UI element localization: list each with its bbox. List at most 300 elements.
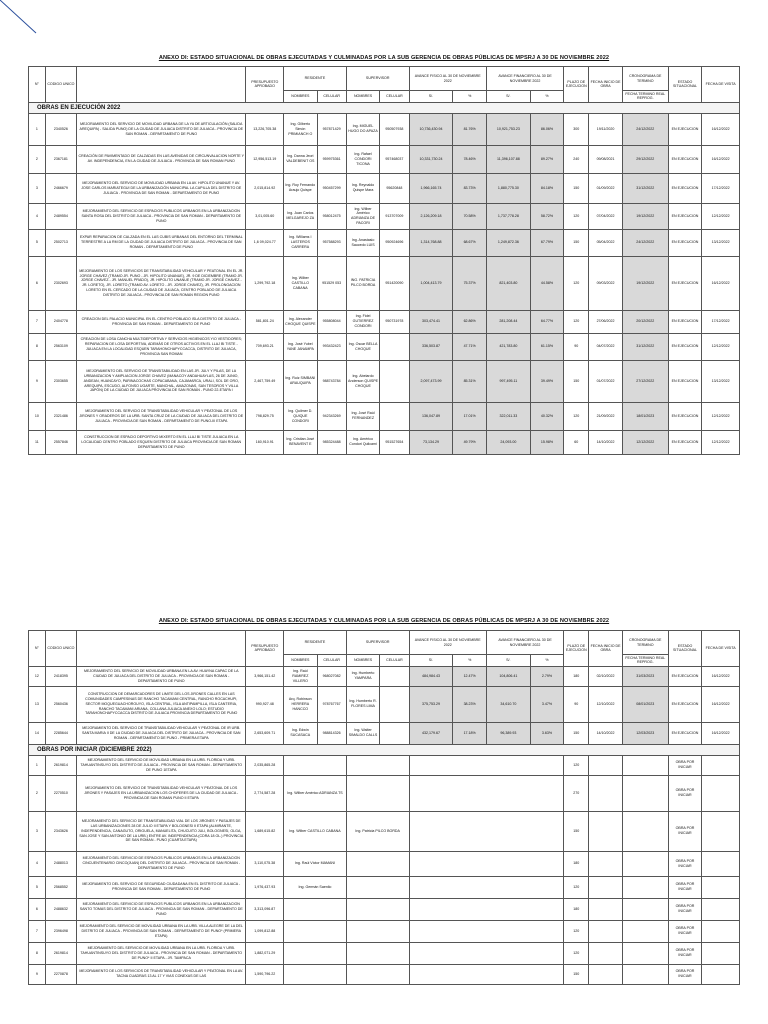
financial-progress-amount: 1,249,872.36 (486, 229, 530, 256)
physical-progress-amount: 484,984.43 (409, 666, 453, 686)
project-code: 2557846 (45, 430, 76, 454)
visit-date-empty (702, 898, 740, 920)
project-code: 2563109 (45, 333, 76, 360)
execution-term: 120 (564, 402, 589, 430)
supervisor-phone: 95620848 (380, 173, 409, 203)
visit-date: 12/12/2022 (702, 402, 740, 430)
supervisor-name (346, 755, 409, 775)
execution-term: 150 (564, 722, 589, 744)
end-date-empty (622, 876, 668, 898)
header-financial-soles: S/. (486, 91, 530, 103)
row-number: 8 (29, 333, 46, 360)
resident-name: Ing. José Yubel YANE JANAMPA (284, 333, 317, 360)
financial-progress-amount: 821,403.80 (486, 256, 530, 310)
financial-progress-amount: 1,880,775.30 (486, 173, 530, 203)
supervisor-name (346, 898, 409, 920)
row-number: 2 (29, 775, 46, 811)
project-description: MEJORAMIENTO DEL SERVICIO DE ESPACIOS PUBLICOS URBANOS EN LA URBANIZACION CINCUENTENARIO CINCO(JUAN) DEL DISTRITO DE JULIACA - PROVINCIA DE SAN ROMAN - DEPARTAMENTO DE PUNO (77, 851, 246, 876)
execution-term: 120 (564, 256, 589, 310)
status: EN EJECUCION (668, 310, 701, 333)
execution-term: 120 (564, 876, 589, 898)
table-row (29, 256, 740, 310)
physical-progress-percent: 62.86% (453, 310, 486, 333)
resident-name: Ing. Williams I LASTEROS CARRERA (284, 229, 317, 256)
header-physical-soles: S/. (409, 655, 453, 667)
supervisor-name (346, 876, 409, 898)
supervisor-phone: 951420090 (380, 256, 409, 310)
project-description: CONSTRUCCION DE DEMARCADORES DE LIMITE DEL LOS JIRONES CALLES EN LAS COMUNIDADES CAMPESINAS DE RANCHO TACAMANI CENTRAL, RANCHO ROCACHUPI, SECTOR MOQUEGUACHOROUYO, ISLA CENTRAL, ISLA ANTIPAMPILLA, ISLA CANTERIA, RANCHO TACAMANI ARIANA, COLLANA JULIACA ANEXO LOLO; ESTUDIO TARAHONCHAPYCCACCA DISTRITO DE JULIACA PROVINCIA DEPARTAMENTO DE PUNO (77, 686, 246, 722)
status: EN EJECUCION (668, 113, 701, 145)
header-financial-percent: % (530, 91, 563, 103)
physical-progress-amount: 2,126,209.18 (409, 203, 453, 229)
row-number: 4 (29, 203, 46, 229)
budget: 1,976,437.93 (246, 876, 284, 898)
supervisor-phone: 950924696 (380, 229, 409, 256)
budget: 798,829.75 (246, 402, 284, 430)
works-table-page-1 (28, 66, 740, 455)
start-date: 05/04/2022 (589, 229, 622, 256)
status: EN EJECUCION (668, 145, 701, 173)
resident-name: Ing. Wilber CASTILLO CABANA (284, 811, 347, 851)
table-row (29, 851, 740, 876)
financial-progress-percent: 89.27% (530, 145, 563, 173)
table-row (29, 755, 740, 775)
supervisor-name: Ing. Rafael CONDORI TICONA (346, 145, 379, 173)
financial-progress-percent: 61.15% (530, 333, 563, 360)
status: EN EJECUCION (668, 722, 701, 744)
physical-progress-percent: 17.01% (453, 402, 486, 430)
resident-phone: 950457299 (317, 173, 346, 203)
execution-term: 150 (564, 173, 589, 203)
status: EN EJECUCION (668, 430, 701, 454)
resident-name: Ing. Germán Saenlio (284, 876, 347, 898)
start-date-empty (589, 876, 622, 898)
visit-date-empty (702, 755, 740, 775)
status: EN EJECUCION (668, 402, 701, 430)
progress-empty (409, 942, 564, 964)
row-number: 3 (29, 811, 46, 851)
budget: 990,927.48 (246, 686, 284, 722)
budget: 3,110,075.38 (246, 851, 284, 876)
resident-name: Ing. Raúl Víctor MAMANI (284, 851, 347, 876)
header-supervisor-phone: CELULAR (380, 91, 409, 103)
physical-progress-amount: 1,966,165.74 (409, 173, 453, 203)
physical-progress-percent: 68.67% (453, 229, 486, 256)
budget: 2,467,759.49 (246, 360, 284, 402)
visit-date: 12/12/2022 (702, 333, 740, 360)
financial-progress-amount: 34,610.70 (486, 686, 530, 722)
status: OBRA POR INICIAR (668, 942, 701, 964)
execution-term: 150 (564, 229, 589, 256)
budget: 2,774,587.28 (246, 775, 284, 811)
end-date-empty (622, 775, 668, 811)
resident-phone: 959975361 (317, 145, 346, 173)
row-number: 2 (29, 145, 46, 173)
header-supervisor: SUPERVISOR (346, 631, 409, 655)
financial-progress-amount: 104,806.41 (486, 666, 530, 686)
budget: 1,882,071.29 (246, 942, 284, 964)
works-table-page-2 (28, 630, 740, 985)
execution-term: 120 (564, 310, 589, 333)
physical-progress-percent: 17.18% (453, 722, 486, 744)
supervisor-name (346, 920, 409, 942)
header-financial-progress: AVANCE FINANCIERO AL 30 DE NOVIEMBRE 2022 (486, 631, 563, 655)
header-visit-date: FECHA DE VISITA (702, 67, 740, 103)
physical-progress-amount: 375,753.29 (409, 686, 453, 722)
row-number: 13 (29, 686, 46, 722)
progress-empty (409, 755, 564, 775)
project-description: MEJORAMIENTO DEL SERVICIO DE TRANSITABILIDAD EN LAS JR. JULY Y PILAS, DE LA URBANIZACION Y AMPLIACION JORGE CHAVEZ (MANACOY ANDAHUAYLAS, 26 DE JUNIO, ANDEAN, HUANCAYO, PARINACOCHAS COPACABANA, CAJAMARCA, URALI, SOL DE ORO, AREQUIPA, ESCUDO, ALFONSO UGARTE, MANCHAL, AMAZONAS, SAN TESOROS Y VILLA JAPÓN) DE LA CIUDAD DE JULIACA PROVINCIA DE SAN ROMAN - PUNO 22-ETAPA I (77, 360, 246, 402)
execution-term: 270 (564, 775, 589, 811)
financial-progress-amount: 281,208.44 (486, 310, 530, 333)
row-number: 7 (29, 310, 46, 333)
budget: 1,590,796.22 (246, 964, 284, 984)
project-description: MEJORAMIENTO DEL SERVICIO DE MOVILIDAD URBANA EN LA URB. VILLA ALEGRE DE LA DEL DISTRITO DE JULIACA - PROVINCIA DE SAN ROMAN - DEPARTAMENTO DE PUNO* (PRIMERA ETAPA) (77, 920, 246, 942)
end-date: 24/12/2022 (622, 113, 668, 145)
budget: 2,653,609.71 (246, 722, 284, 744)
project-code: 2404778 (45, 310, 76, 333)
supervisor-phone: 951527654 (380, 430, 409, 454)
project-description: MEJORAMIENTO DEL SERVICIO DE MOVILIDAD URBANA EN LA AV. HUAYNA CAPAC DE LA CIUDAD DE JULIACA DEL DISTRITO DE JULIACA - PROVINCIA DE SAN ROMAN - DEPARTAMENTO DE PUNO (77, 666, 246, 686)
supervisor-phone: 913707009 (380, 203, 409, 229)
financial-progress-percent: 58.72% (530, 203, 563, 229)
end-date: 12/03/2023 (622, 722, 668, 744)
physical-progress-amount: 136,047.89 (409, 402, 453, 430)
table-row (29, 920, 740, 942)
start-date-empty (589, 811, 622, 851)
budget: 12,956,513.19 (246, 145, 284, 173)
supervisor-phone (380, 402, 409, 430)
header-resident-names: NOMBRES (284, 655, 317, 667)
header-number: N° (29, 67, 46, 103)
supervisor-name: Ing. Fidel GUTIERREZ CONDORI (346, 310, 379, 333)
header-start-date: FECHA INICIO DE OBRA (589, 67, 622, 103)
project-code: 2321486 (45, 402, 76, 430)
start-date: 09/03/2022 (589, 256, 622, 310)
page-title: ANEXO DI: ESTADO SITUACIONAL DE OBRAS EJECUTADAS Y CULMINADAS POR LA SUB GERENCIA DE OBRAS PÚBLICAS DE MPSRJ A 30 DE NOVIEMBRE 2022 (158, 618, 610, 624)
project-description: EXPAR REPARACION DE CALZADA EN EL LAS CUBIS URBANAS DEL ENTORNO DEL TERMINAL TERRESTRE A LA RM DE LA CIUDAD DE JULIACA DISTRITO DE JULIACA - PROVINCIA DE SAN ROMAN - DEPARTAMENTO DE PUNO (77, 229, 246, 256)
resident-phone: 988743784 (317, 360, 346, 402)
start-date: 04/07/2022 (589, 333, 622, 360)
project-description: CREACION DE LOSA CANCHA MULTIDEPORTIVA Y SERVICIOS HIGIENICOS Y/O VESTIDORES; REPARACION DE LOSA DEPORTIVA, ADEMÁS DE OTROS ACTIVOS EN EL LLAJ BI TISTE - JULIACA EN LA LOCALIDAD ESQUEN TARAHONCHAPYCCACCA, DISTRITO DE JULIACA, PROVINCIA SAN ROMAN (77, 333, 246, 360)
physical-progress-amount: 73,134.29 (409, 430, 453, 454)
project-description: MEJORAMIENTO DE LOS SERVICIOS DE TRANSITABILIDAD VEHICULAR Y PEATONAL EN LA AV. TACNA CUADRAS 13 AL 17 Y VIAS CONEXAS DE LAS (77, 964, 246, 984)
visit-date-empty (702, 942, 740, 964)
project-code: 2418395 (45, 666, 76, 686)
supervisor-phone: 950507938 (380, 113, 409, 145)
end-date: 19/12/2022 (622, 203, 668, 229)
resident-name (284, 755, 347, 775)
resident-name: Ing. Gilberto Simón PRIMIANCH O (284, 113, 317, 145)
end-date: 31/12/2022 (622, 333, 668, 360)
project-code: 2502713 (45, 229, 76, 256)
visit-date: 16/12/2022 (702, 145, 740, 173)
start-date: 01/07/2022 (589, 360, 622, 402)
start-date: 02/10/2022 (589, 666, 622, 686)
table-row (29, 310, 740, 333)
end-date: 08/01/2023 (622, 686, 668, 722)
execution-term: 180 (564, 898, 589, 920)
execution-term: 150 (564, 964, 589, 984)
visit-date: 13/12/2022 (702, 360, 740, 402)
resident-name: Ing. Edwin SUCASACA (284, 722, 317, 744)
table-row (29, 686, 740, 722)
end-date: 19/12/2022 (622, 256, 668, 310)
project-description: MEJORAMIENTO DEL SERVICIO DE ESPACIOS PUBLICOS URBANOS EN LA URBANIZACION SANTA ROSA DEL DISTRITO DE JULIACA - PROVINCIA DE SAN ROMAN - DEPARTAMENTO DE PUNO (77, 203, 246, 229)
financial-progress-amount: 1,737,778.28 (486, 203, 530, 229)
row-number: 5 (29, 229, 46, 256)
row-number: 7 (29, 920, 46, 942)
header-physical-percent: % (453, 655, 486, 667)
start-date-empty (589, 755, 622, 775)
header-supervisor-phone: CELULAR (380, 655, 409, 667)
supervisor-name: Ing. Abelardo Anderson QUISPE CHOQUE (346, 360, 379, 402)
financial-progress-amount: 421,783.80 (486, 333, 530, 360)
start-date-empty (589, 775, 622, 811)
execution-term: 120 (564, 942, 589, 964)
resident-name: Ing. Wilber CASTILLO CABANA (284, 256, 317, 310)
supervisor-name: Ing. Humberto R. FLORES LIMA (346, 686, 379, 722)
financial-progress-amount: 997,495.11 (486, 360, 530, 402)
table-row (29, 203, 740, 229)
execution-term: 240 (564, 145, 589, 173)
start-date: 01/09/2022 (589, 173, 622, 203)
end-date: 24/12/2022 (622, 229, 668, 256)
end-date: 12/12/2022 (622, 430, 668, 454)
status: EN EJECUCION (668, 173, 701, 203)
progress-empty (409, 920, 564, 942)
resident-name: Ing. Danna Jeori VALDEBENIT OS (284, 145, 317, 173)
physical-progress-amount: 1,314,768.88 (409, 229, 453, 256)
supervisor-phone (380, 686, 409, 722)
end-date: 18/01/2023 (622, 402, 668, 430)
project-description: MEJORAMIENTO DEL SERVICIO DE MOVILIDAD URBANA DE LA YA DE ARTICULACIÓN (SALIDA AREQUIPA) - SALIDA PUNO) DE LA CIUDAD DE JULIACA DISTRITO DE JULIACA - PROVINCIA DE SAN ROMAN - DEPARTAMENTO DE PUNO (77, 113, 246, 145)
row-number: 10 (29, 402, 46, 430)
execution-term: 90 (564, 333, 589, 360)
header-code: CODIGO UNICO (45, 631, 76, 667)
physical-progress-amount: 303,474.41 (409, 310, 453, 333)
financial-progress-amount: 96,389.93 (486, 722, 530, 744)
row-number: 14 (29, 722, 46, 744)
end-date: 31/12/2022 (622, 173, 668, 203)
status: EN EJECUCION (668, 256, 701, 310)
supervisor-name: Ing. Reynaldo Quispe Mara (346, 173, 379, 203)
visit-date-empty (702, 811, 740, 851)
table-row (29, 811, 740, 851)
budget: 160,910.91 (246, 430, 284, 454)
supervisor-name: Ing. Walter SIMALDO CALLS (346, 722, 379, 744)
budget: 1,299,792.18 (246, 256, 284, 310)
header-code: CODIGO UNICO (45, 67, 76, 103)
row-number: 1 (29, 113, 46, 145)
financial-progress-percent: 39.49% (530, 360, 563, 402)
supervisor-name: Ing. Américo Condori Quilcami (346, 430, 379, 454)
budget: 2,015,814.92 (246, 173, 284, 203)
execution-term: 180 (564, 851, 589, 876)
visit-date: 13/12/2022 (702, 229, 740, 256)
supervisor-name: Ing. Oscar BELLA CHOQUE (346, 333, 379, 360)
visit-date: 16/12/2022 (702, 686, 740, 722)
resident-phone: 942343269 (317, 402, 346, 430)
table-row (29, 402, 740, 430)
end-date: 31/03/2023 (622, 666, 668, 686)
end-date: 20/12/2022 (622, 310, 668, 333)
status: OBRA POR INICIAR (668, 775, 701, 811)
row-number: 9 (29, 360, 46, 402)
header-description (77, 631, 246, 667)
header-schedule: CRONOGRAMA DE TERMINO (622, 67, 668, 91)
resident-name: Ing. Raúl RAMIREZ VILLERO (284, 666, 317, 686)
start-date-empty (589, 898, 622, 920)
status: OBRA POR INICIAR (668, 876, 701, 898)
resident-phone: 993432423 (317, 333, 346, 360)
physical-progress-percent: 38.23% (453, 686, 486, 722)
project-code: 2619814 (45, 942, 76, 964)
physical-progress-percent: 49.79% (453, 430, 486, 454)
header-schedule-real: FECHA TERMINO REAL REPROG. (622, 91, 668, 103)
header-term: PLAZO DE EJECUCION (564, 67, 589, 103)
project-description: MEJORAMIENTO DEL SERVICIO DE MOVILIDAD URBANA EN LA AV. HIPOLITO UNANUE Y AV. JOSE CARLOS MARIATEGUI DE LA URBANIZACIÓN MUNICIPAL LA CAPILLA DEL DISTRITO DE JULIACA - PROVINCIA DE SAN ROMAN - DEPARTAMENTO DE PUNO (77, 173, 246, 203)
page-gap (0, 546, 768, 610)
physical-progress-percent: 75.37% (453, 256, 486, 310)
status: OBRA POR INICIAR (668, 920, 701, 942)
status: EN EJECUCION (668, 203, 701, 229)
budget: 709,693.21 (246, 333, 284, 360)
header-physical-progress: AVANCE FISICO AL 30 DE NOVIEMBRE 2022 (409, 631, 486, 655)
visit-date: 12/12/2022 (702, 430, 740, 454)
execution-term: 90 (564, 686, 589, 722)
status: EN EJECUCION (668, 229, 701, 256)
supervisor-name: Ing. MIGUEL HUGO DO APAZA (346, 113, 379, 145)
table-row (29, 898, 740, 920)
start-date: 14/10/2022 (589, 722, 622, 744)
supervisor-phone: 950731978 (380, 310, 409, 333)
financial-progress-amount: 24,093.00 (486, 430, 530, 454)
visit-date: 17/12/2022 (702, 173, 740, 203)
supervisor-phone: 957468037 (380, 145, 409, 173)
resident-phone: 958012475 (317, 203, 346, 229)
header-status: ESTADO SITUACIONAL (668, 631, 701, 667)
resident-name: Ing. Wilber Américo ADRIANZA TS (284, 775, 347, 811)
visit-date: 16/12/2022 (702, 113, 740, 145)
physical-progress-percent: 78.46% (453, 145, 486, 173)
start-date: 09/08/2021 (589, 145, 622, 173)
visit-date: 16/12/2022 (702, 722, 740, 744)
end-date-empty (622, 811, 668, 851)
execution-term: 120 (564, 755, 589, 775)
start-date-empty (589, 942, 622, 964)
physical-progress-percent: 70.58% (453, 203, 486, 229)
budget: 3,966,151.42 (246, 666, 284, 686)
project-code: 2560436 (45, 686, 76, 722)
header-supervisor: SUPERVISOR (346, 67, 409, 91)
financial-progress-amount: 322,011.33 (486, 402, 530, 430)
supervisor-name (346, 775, 409, 811)
resident-phone: 978767767 (317, 686, 346, 722)
end-date: 27/12/2022 (622, 360, 668, 402)
end-date-empty (622, 920, 668, 942)
budget: 581,801.24 (246, 310, 284, 333)
budget: 13,226,705.38 (246, 113, 284, 145)
header-resident-phone: CELULAR (317, 655, 346, 667)
project-description: MEJORAMIENTO DEL SERVICIO DE MOVILIDAD URBANA EN LA URB. FLORIDA Y URB. TAHUANTINSUYO DEL DISTRITO DE JULIACA - PROVINCIA DE SAN ROMAN - DEPARTAMENTO DE PUNO 1ETAPA (77, 755, 246, 775)
table-row (29, 229, 740, 256)
progress-empty (409, 964, 564, 984)
project-code: 2340526 (45, 113, 76, 145)
table-row (29, 173, 740, 203)
start-date-empty (589, 920, 622, 942)
execution-term: 300 (564, 113, 589, 145)
supervisor-name (346, 942, 409, 964)
supervisor-phone (380, 666, 409, 686)
end-date-empty (622, 942, 668, 964)
header-resident: RESIDENTE (284, 631, 347, 655)
visit-date-empty (702, 775, 740, 811)
financial-progress-amount: 10,921,753.23 (486, 113, 530, 145)
section-title-to-start: OBRAS POR INICIAR (DICIEMBRE 2022) (29, 744, 740, 755)
physical-progress-percent: 83.73% (453, 173, 486, 203)
project-description: CONSTRUCCION DE ESPACIO DEPORTIVO MIXERTO EN EL LLAJ BI TISTE JULIACA EN LA LOCALIDAD CENTRO POBLADO ESQUEN DISTRITO DE JULIACA PROVINCIA DE SAN ROMAN DEPARTAMENTO DE PUNO (77, 430, 246, 454)
header-start-date: FECHA INICIO DE OBRA (589, 631, 622, 667)
status: OBRA POR INICIAR (668, 851, 701, 876)
financial-progress-percent: 3.63% (530, 722, 563, 744)
physical-progress-percent: 12.47% (453, 666, 486, 686)
resident-phone: 968027082 (317, 666, 346, 686)
header-financial-progress: AVANCE FINANCIERO AL 30 DE NOVIEMBRE 2022 (486, 67, 563, 91)
resident-name: Ing. Quilmer D. QUIQUE CONDORI (284, 402, 317, 430)
status: EN EJECUCION (668, 666, 701, 686)
header-physical-progress: AVANCE FISICO AL 30 DE NOVIEMBRE 2022 (409, 67, 486, 91)
header-resident-names: NOMBRES (284, 91, 317, 103)
row-number: 6 (29, 898, 46, 920)
header-number: N° (29, 631, 46, 667)
status: EN EJECUCION (668, 333, 701, 360)
status: EN EJECUCION (668, 686, 701, 722)
progress-empty (409, 876, 564, 898)
header-financial-percent: % (530, 655, 563, 667)
resident-name (284, 920, 347, 942)
start-date: 19/11/2020 (589, 113, 622, 145)
project-description: CREACION DEL PALACIO MUNICIPAL EN EL CENTRO POBLADO ISLA DISTRITO DE JULIACA - PROVINCIA DE SAN ROMAN - DEPARTAMENTO DE PUNO (77, 310, 246, 333)
table-row (29, 333, 740, 360)
table-row (29, 942, 740, 964)
physical-progress-amount: 10,736,430.94 (409, 113, 453, 145)
header-schedule-real: FECHA TERMINO REAL REPROG. (622, 655, 668, 667)
resident-name: Ing. Cristian José BENAVENT E (284, 430, 317, 454)
project-code: 2285644 (45, 722, 76, 744)
visit-date-empty (702, 876, 740, 898)
resident-phone: 988814326 (317, 722, 346, 744)
supervisor-phone (380, 333, 409, 360)
financial-progress-percent: 84.18% (530, 173, 563, 203)
visit-date: 12/12/2022 (702, 203, 740, 229)
physical-progress-amount: 336,503.87 (409, 333, 453, 360)
financial-progress-percent: 2.79% (530, 666, 563, 686)
resident-name: Ing. Roy Fernando Araujo Quispe (284, 173, 317, 203)
project-description: MEJORAMIENTO DEL SERVICIO DE MOVILIDAD URBANA EN LA URB. FLORIDA Y URB. TAHUANTINSUYO DEL DISTRITO DE JULIACA - PROVINCIA DE SAN ROMAN - DEPARTAMENTO DE PUNO* II ETAPA - JR. TAMPACA (77, 942, 246, 964)
project-code: 2303655 (45, 360, 76, 402)
physical-progress-amount: 2,097,473.99 (409, 360, 453, 402)
resident-name: Ing. Ruiz SIMBANI ARAUQUIPA (284, 360, 317, 402)
resident-phone: 985324488 (317, 430, 346, 454)
table-row (29, 360, 740, 402)
header-budget: PRESUPUESTO APROBADO (246, 67, 284, 103)
start-date-empty (589, 964, 622, 984)
resident-name (284, 964, 347, 984)
physical-progress-amount: 432,179.67 (409, 722, 453, 744)
status: OBRA POR INICIAR (668, 755, 701, 775)
project-code: 2396498 (45, 920, 76, 942)
